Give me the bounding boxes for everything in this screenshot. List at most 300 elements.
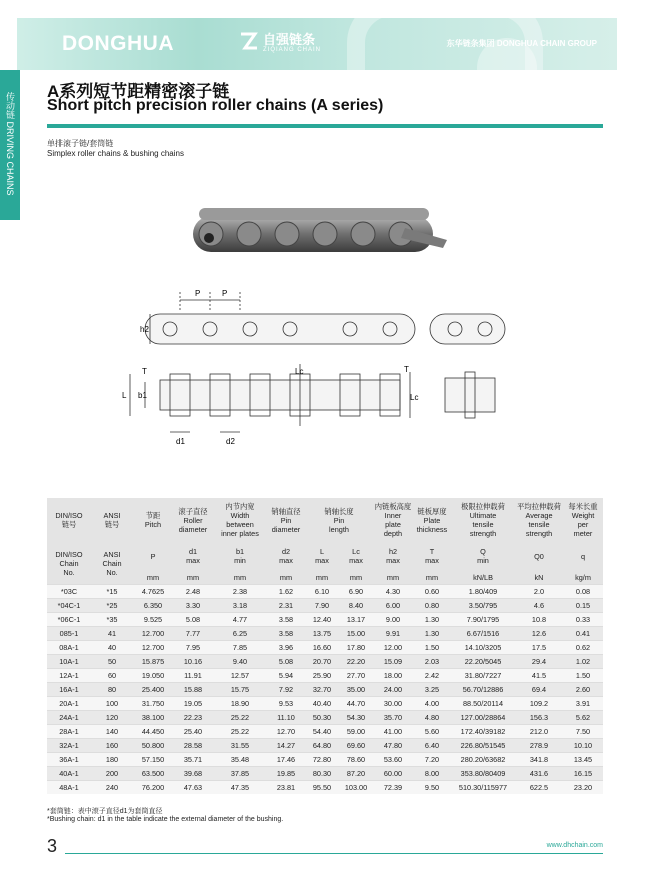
table-row xyxy=(47,767,603,781)
table-cell: 7.50 xyxy=(563,725,603,739)
table-cell: 19.85 xyxy=(267,767,305,781)
table-cell: 085-1 xyxy=(47,627,91,641)
table-cell: 1.30 xyxy=(413,613,451,627)
title-rule xyxy=(47,124,603,128)
table-cell: 25.40 xyxy=(173,725,213,739)
table-cell: 15.875 xyxy=(133,655,173,669)
diagram-label: Lc xyxy=(295,367,304,376)
table-cell: 4.30 xyxy=(373,585,413,599)
table-cell: 10.10 xyxy=(563,739,603,753)
table-cell: 41.5 xyxy=(515,669,563,683)
table-cell: 3.18 xyxy=(213,599,267,613)
table-cell: 78.60 xyxy=(339,753,373,767)
header-text: b1 min xyxy=(234,547,246,565)
table-cell: 15.09 xyxy=(373,655,413,669)
table-cell: 15.88 xyxy=(173,683,213,697)
table-cell: 54.40 xyxy=(305,725,339,739)
table-row xyxy=(47,781,603,795)
table-cell: 18.90 xyxy=(213,697,267,711)
table-row xyxy=(47,585,603,599)
table-row xyxy=(47,669,603,683)
table-cell: 35.71 xyxy=(173,753,213,767)
table-cell: *15 xyxy=(91,585,133,599)
table-cell: 16A-1 xyxy=(47,683,91,697)
table-cell: 72.80 xyxy=(305,753,339,767)
table-cell: 431.6 xyxy=(515,767,563,781)
table-cell: 4.7625 xyxy=(133,585,173,599)
table-cell: 109.2 xyxy=(515,697,563,711)
header-text: ANSI 链号 xyxy=(103,511,121,529)
table-cell: 7.85 xyxy=(213,641,267,655)
table-cell: 278.9 xyxy=(515,739,563,753)
header-cell xyxy=(47,542,91,585)
table-cell: 17.5 xyxy=(515,641,563,655)
table-cell: 22.23 xyxy=(173,711,213,725)
table-cell: 140 xyxy=(91,725,133,739)
header-cell xyxy=(515,498,563,542)
header-text: d2 max xyxy=(279,547,293,565)
table-cell: 172.40/39182 xyxy=(451,725,515,739)
unit-cell: mm xyxy=(373,570,413,585)
table-cell: *35 xyxy=(91,613,133,627)
subtitle-cn: 单排滚子链/套筒链 xyxy=(47,139,114,148)
table-cell: 50.800 xyxy=(133,739,173,753)
header-cell xyxy=(91,498,133,542)
table-cell: 4.00 xyxy=(413,697,451,711)
table-cell: 22.20/5045 xyxy=(451,655,515,669)
header-cell xyxy=(451,542,515,570)
table-cell: 156.3 xyxy=(515,711,563,725)
table-cell: 15.75 xyxy=(213,683,267,697)
table-cell: 510.30/115977 xyxy=(451,781,515,795)
table-cell: 240 xyxy=(91,781,133,795)
table-cell: 29.4 xyxy=(515,655,563,669)
table-cell: 64.80 xyxy=(305,739,339,753)
header-text: q xyxy=(580,551,586,561)
header-cell xyxy=(173,542,213,570)
table-cell: 23.81 xyxy=(267,781,305,795)
header-text: 内链板高度 Inner plate depth xyxy=(374,502,412,538)
header-cell xyxy=(451,498,515,542)
header-cell xyxy=(413,542,451,570)
unit-cell: mm xyxy=(173,570,213,585)
table-cell: 7.90/1795 xyxy=(451,613,515,627)
header-banner xyxy=(17,18,617,70)
table-cell: 12.6 xyxy=(515,627,563,641)
table-row xyxy=(47,655,603,669)
table-cell: 212.0 xyxy=(515,725,563,739)
table-cell: 39.68 xyxy=(173,767,213,781)
table-cell: 4.80 xyxy=(413,711,451,725)
table-cell: 87.20 xyxy=(339,767,373,781)
table-row xyxy=(47,697,603,711)
table-cell: 22.20 xyxy=(339,655,373,669)
table-cell: *03C xyxy=(47,585,91,599)
spec-table xyxy=(47,498,603,794)
table-cell: 60 xyxy=(91,669,133,683)
table-cell: 32A-1 xyxy=(47,739,91,753)
table-cell: 9.00 xyxy=(373,613,413,627)
header-cell xyxy=(373,542,413,570)
table-cell: 25.22 xyxy=(213,725,267,739)
header-text: d1 max xyxy=(186,547,200,565)
group-name: 东华链条集团 DONGHUA CHAIN GROUP xyxy=(446,39,597,48)
header-text: 销轴长度 Pin length xyxy=(324,506,354,534)
table-cell: 60.00 xyxy=(373,767,413,781)
table-cell: 35.70 xyxy=(373,711,413,725)
diagram-label: L xyxy=(122,391,127,400)
table-cell: 280.20/63682 xyxy=(451,753,515,767)
table-cell: *06C-1 xyxy=(47,613,91,627)
unit-cell: mm xyxy=(305,570,339,585)
logo-icon xyxy=(239,30,259,52)
table-cell: 40A-1 xyxy=(47,767,91,781)
table-cell: 7.92 xyxy=(267,683,305,697)
table-cell: 20.70 xyxy=(305,655,339,669)
table-cell: 57.150 xyxy=(133,753,173,767)
table-cell: 13.17 xyxy=(339,613,373,627)
table-cell: 24A-1 xyxy=(47,711,91,725)
header-text: 链板厚度 Plate thickness xyxy=(416,506,448,534)
table-cell: 9.91 xyxy=(373,627,413,641)
table-row xyxy=(47,627,603,641)
table-cell: 9.525 xyxy=(133,613,173,627)
table-cell: 13.45 xyxy=(563,753,603,767)
table-cell: 4.77 xyxy=(213,613,267,627)
table-cell: 9.50 xyxy=(413,781,451,795)
table-cell: 2.60 xyxy=(563,683,603,697)
table-cell: 0.08 xyxy=(563,585,603,599)
table-cell: 35.48 xyxy=(213,753,267,767)
table-row xyxy=(47,711,603,725)
table-cell: 08A-1 xyxy=(47,641,91,655)
diagram-label: d1 xyxy=(176,437,185,446)
header-cell xyxy=(563,498,603,542)
table-cell: 47.63 xyxy=(173,781,213,795)
table-cell: 69.60 xyxy=(339,739,373,753)
header-text: DIN/ISO 链号 xyxy=(55,511,83,529)
table-row xyxy=(47,599,603,613)
table-cell: 18.00 xyxy=(373,669,413,683)
table-cell: 8.40 xyxy=(339,599,373,613)
table-header-row xyxy=(47,542,603,570)
table-cell: 9.53 xyxy=(267,697,305,711)
table-cell: 160 xyxy=(91,739,133,753)
header-cell xyxy=(47,498,91,542)
table-cell: 0.80 xyxy=(413,599,451,613)
unit-cell: mm xyxy=(133,570,173,585)
header-text: 内节内宽 Width between inner plates xyxy=(221,502,259,538)
table-cell: 1.62 xyxy=(267,585,305,599)
table-cell: 19.050 xyxy=(133,669,173,683)
header-text: L max xyxy=(315,547,329,565)
table-cell: 3.91 xyxy=(563,697,603,711)
table-cell: 100 xyxy=(91,697,133,711)
header-cell xyxy=(563,542,603,570)
header-text: 极限拉伸载荷 Ultimate tensile strength xyxy=(461,502,505,538)
table-cell: 3.58 xyxy=(267,613,305,627)
table-cell: 341.8 xyxy=(515,753,563,767)
table-cell: 24.00 xyxy=(373,683,413,697)
table-cell: 127.00/28864 xyxy=(451,711,515,725)
page-title-cn: A系列短节距精密滚子链 xyxy=(47,82,230,101)
table-cell: 2.0 xyxy=(515,585,563,599)
header-text: 节距 Pitch xyxy=(144,511,162,529)
table-row xyxy=(47,739,603,753)
table-cell: 16.15 xyxy=(563,767,603,781)
header-text: DIN/ISO Chain No. xyxy=(55,549,83,577)
table-cell: 0.41 xyxy=(563,627,603,641)
table-cell: 226.80/51545 xyxy=(451,739,515,753)
header-text: P xyxy=(150,551,156,561)
table-cell: 3.96 xyxy=(267,641,305,655)
table-cell: 28.58 xyxy=(173,739,213,753)
table-cell: *25 xyxy=(91,599,133,613)
table-cell: 76.200 xyxy=(133,781,173,795)
table-cell: 1.80/409 xyxy=(451,585,515,599)
table-cell: 6.25 xyxy=(213,627,267,641)
unit-cell: kN xyxy=(515,570,563,585)
chain-diagram xyxy=(110,282,530,452)
table-cell: 10.16 xyxy=(173,655,213,669)
table-cell: 7.90 xyxy=(305,599,339,613)
table-cell: 63.500 xyxy=(133,767,173,781)
diagram-label: P xyxy=(222,289,228,298)
footnote-cn: *套筒链：表中滚子直径d1为套筒直径 xyxy=(47,808,163,815)
table-cell: 25.22 xyxy=(213,711,267,725)
subtitle: Simplex roller chains & bushing chains xyxy=(47,149,184,158)
table-cell: 14.27 xyxy=(267,739,305,753)
header-cell xyxy=(213,542,267,570)
brand-name: DONGHUA xyxy=(62,32,174,55)
table-cell: 2.03 xyxy=(413,655,451,669)
table-cell: 40.40 xyxy=(305,697,339,711)
table-cell: 48A-1 xyxy=(47,781,91,795)
table-cell: 6.40 xyxy=(413,739,451,753)
header-cell xyxy=(133,498,173,542)
table-cell: 11.91 xyxy=(173,669,213,683)
table-cell: 1.02 xyxy=(563,655,603,669)
diagram-label: T xyxy=(142,367,147,376)
table-cell: 0.33 xyxy=(563,613,603,627)
table-cell: 59.00 xyxy=(339,725,373,739)
table-cell: 37.85 xyxy=(213,767,267,781)
table-cell: 56.70/12886 xyxy=(451,683,515,697)
diagram-label: b1 xyxy=(138,391,147,400)
table-cell: 5.60 xyxy=(413,725,451,739)
table-cell: 7.95 xyxy=(173,641,213,655)
side-tab-label: 传动链 DRIVING CHAINS xyxy=(5,92,15,196)
diagram-label: d2 xyxy=(226,437,235,446)
header-text: 每米长重 Weight per meter xyxy=(568,502,598,538)
table-cell: 6.67/1516 xyxy=(451,627,515,641)
header-text: Lc max xyxy=(349,547,363,565)
table-cell: 12.700 xyxy=(133,627,173,641)
table-cell: 7.20 xyxy=(413,753,451,767)
table-cell: 6.350 xyxy=(133,599,173,613)
diagram-label: h2 xyxy=(140,325,149,334)
table-cell: 0.15 xyxy=(563,599,603,613)
table-cell: 80 xyxy=(91,683,133,697)
table-cell: 19.05 xyxy=(173,697,213,711)
unit-cell: mm xyxy=(339,570,373,585)
table-row xyxy=(47,753,603,767)
table-cell: 103.00 xyxy=(339,781,373,795)
diagram-label: T xyxy=(404,365,409,374)
table-cell: 16.60 xyxy=(305,641,339,655)
header-cell xyxy=(373,498,413,542)
table-cell: 53.60 xyxy=(373,753,413,767)
unit-cell: kg/m xyxy=(563,570,603,585)
table-cell: 25.400 xyxy=(133,683,173,697)
table-cell: 88.50/20114 xyxy=(451,697,515,711)
table-cell: 54.30 xyxy=(339,711,373,725)
table-cell: 2.38 xyxy=(213,585,267,599)
diagram-label: P xyxy=(195,289,201,298)
side-tab xyxy=(0,70,20,220)
table-cell: 622.5 xyxy=(515,781,563,795)
table-cell: 3.25 xyxy=(413,683,451,697)
table-header-row xyxy=(47,498,603,542)
header-cell xyxy=(91,542,133,585)
table-cell: 12.70 xyxy=(267,725,305,739)
table-cell: 1.50 xyxy=(413,641,451,655)
table-cell: 35.00 xyxy=(339,683,373,697)
table-cell: 36A-1 xyxy=(47,753,91,767)
table-cell: 27.70 xyxy=(339,669,373,683)
table-cell: 1.50 xyxy=(563,669,603,683)
table-cell: 6.00 xyxy=(373,599,413,613)
table-cell: 31.80/7227 xyxy=(451,669,515,683)
table-cell: 10.8 xyxy=(515,613,563,627)
footer-rule xyxy=(65,853,603,854)
header-text: Q0 xyxy=(534,551,544,561)
chain-photo xyxy=(185,198,455,268)
table-cell: 41 xyxy=(91,627,133,641)
footnote: *Bushing chain: d1 in the table indicate the external diameter of the bushing. xyxy=(47,816,284,823)
table-cell: 80.30 xyxy=(305,767,339,781)
table-cell: 31.55 xyxy=(213,739,267,753)
table-cell: 4.6 xyxy=(515,599,563,613)
table-cell: 12.700 xyxy=(133,641,173,655)
table-cell: 44.450 xyxy=(133,725,173,739)
header-cell xyxy=(413,498,451,542)
header-cell xyxy=(305,498,373,542)
diagram-label: Lc xyxy=(410,393,419,402)
table-cell: 25.90 xyxy=(305,669,339,683)
unit-cell: mm xyxy=(213,570,267,585)
header-cell xyxy=(515,542,563,570)
table-cell: *04C-1 xyxy=(47,599,91,613)
table-cell: 17.80 xyxy=(339,641,373,655)
table-cell: 12.57 xyxy=(213,669,267,683)
table-cell: 2.31 xyxy=(267,599,305,613)
unit-cell: mm xyxy=(413,570,451,585)
table-cell: 5.62 xyxy=(563,711,603,725)
page-number: 3 xyxy=(47,836,58,856)
unit-cell: kN/LB xyxy=(451,570,515,585)
website-link[interactable]: www.dhchain.com xyxy=(546,842,603,849)
header-cell xyxy=(133,542,173,570)
header-text: Q min xyxy=(477,547,489,565)
table-cell: 5.08 xyxy=(173,613,213,627)
brand-sub: ZIQIANG CHAIN xyxy=(263,47,322,53)
table-cell: 47.80 xyxy=(373,739,413,753)
table-cell: 3.30 xyxy=(173,599,213,613)
brand-cn: 自强链条 xyxy=(263,32,316,47)
table-cell: 0.62 xyxy=(563,641,603,655)
table-cell: 5.08 xyxy=(267,655,305,669)
table-cell: 11.10 xyxy=(267,711,305,725)
table-cell: 32.70 xyxy=(305,683,339,697)
header-cell xyxy=(267,542,305,570)
table-cell: 2.48 xyxy=(173,585,213,599)
table-cell: 2.42 xyxy=(413,669,451,683)
table-cell: 28A-1 xyxy=(47,725,91,739)
page-title: Short pitch precision roller chains (A series) xyxy=(47,97,384,114)
header-cell xyxy=(305,542,339,570)
table-cell: 353.80/80409 xyxy=(451,767,515,781)
header-cell xyxy=(267,498,305,542)
table-cell: 17.46 xyxy=(267,753,305,767)
table-cell: 31.750 xyxy=(133,697,173,711)
table-cell: 9.40 xyxy=(213,655,267,669)
table-cell: 120 xyxy=(91,711,133,725)
header-text: ANSI Chain No. xyxy=(102,549,122,577)
table-cell: 72.39 xyxy=(373,781,413,795)
unit-cell: mm xyxy=(267,570,305,585)
table-cell: 13.75 xyxy=(305,627,339,641)
table-cell: 10A-1 xyxy=(47,655,91,669)
table-cell: 6.10 xyxy=(305,585,339,599)
table-cell: 8.00 xyxy=(413,767,451,781)
table-cell: 40 xyxy=(91,641,133,655)
header-text: T max xyxy=(425,547,439,565)
table-cell: 15.00 xyxy=(339,627,373,641)
table-cell: 7.77 xyxy=(173,627,213,641)
table-row xyxy=(47,725,603,739)
header-text: h2 max xyxy=(386,547,400,565)
table-cell: 20A-1 xyxy=(47,697,91,711)
table-cell: 69.4 xyxy=(515,683,563,697)
table-cell: 5.94 xyxy=(267,669,305,683)
table-cell: 180 xyxy=(91,753,133,767)
table-cell: 38.100 xyxy=(133,711,173,725)
table-cell: 47.35 xyxy=(213,781,267,795)
header-text: 平均拉伸载荷 Average tensile strength xyxy=(517,502,561,538)
table-cell: 12.00 xyxy=(373,641,413,655)
table-cell: 6.90 xyxy=(339,585,373,599)
table-cell: 0.60 xyxy=(413,585,451,599)
table-row xyxy=(47,683,603,697)
table-cell: 3.50/795 xyxy=(451,599,515,613)
table-cell: 41.00 xyxy=(373,725,413,739)
table-cell: 12A-1 xyxy=(47,669,91,683)
table-cell: 50 xyxy=(91,655,133,669)
header-text: 销轴直径 Pin diameter xyxy=(271,506,301,534)
table-cell: 44.70 xyxy=(339,697,373,711)
table-cell: 200 xyxy=(91,767,133,781)
table-cell: 23.20 xyxy=(563,781,603,795)
table-cell: 50.30 xyxy=(305,711,339,725)
table-row xyxy=(47,641,603,655)
table-cell: 95.50 xyxy=(305,781,339,795)
table-cell: 30.00 xyxy=(373,697,413,711)
table-row xyxy=(47,613,603,627)
header-cell xyxy=(339,542,373,570)
table-cell: 14.10/3205 xyxy=(451,641,515,655)
header-cell xyxy=(213,498,267,542)
